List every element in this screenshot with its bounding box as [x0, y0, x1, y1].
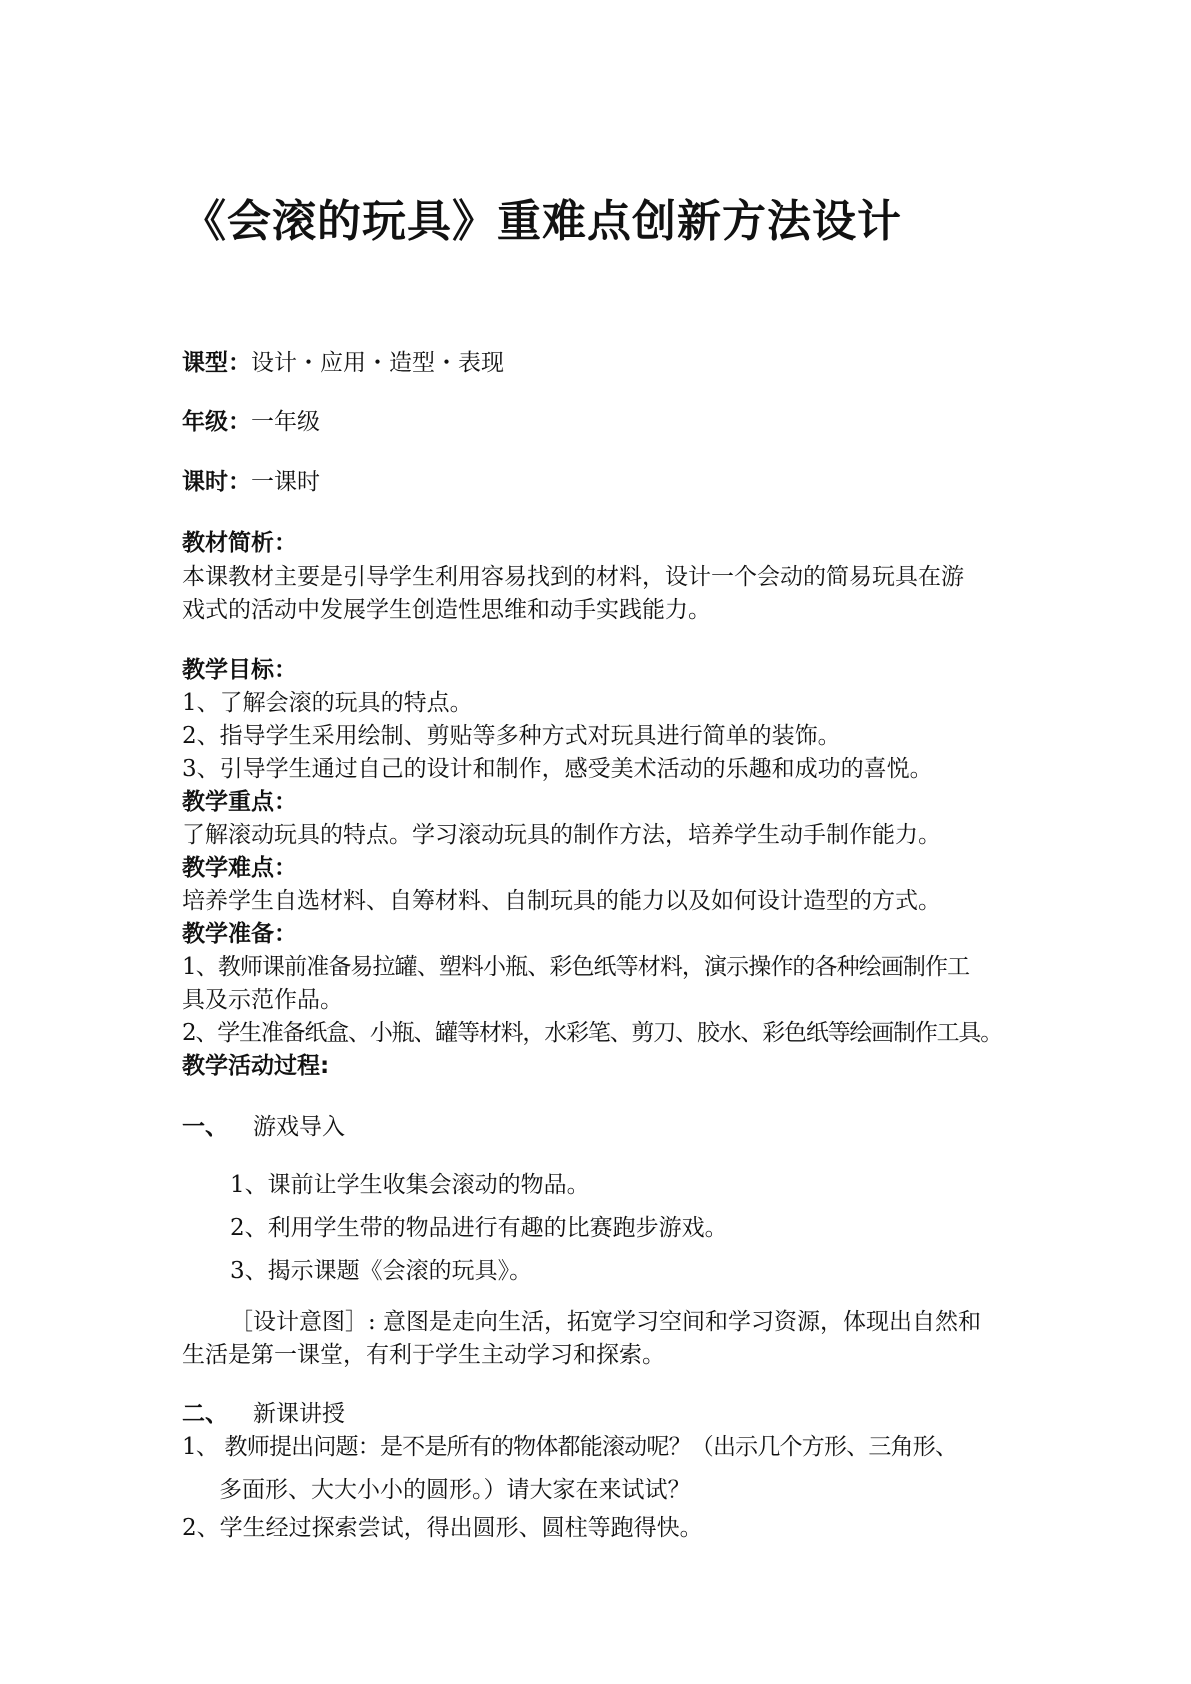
hours-value: 一课时	[251, 469, 320, 495]
analysis-line: 本课教材主要是引导学生利用容易找到的材料，设计一个会动的简易玩具在游	[182, 564, 964, 590]
hours-label: 课时：	[182, 469, 251, 495]
design-intent-text: : 意图是走向生活，拓宽学习空间和学习资源，体现出自然和	[368, 1309, 982, 1335]
design-intent-line	[230, 1309, 981, 1337]
difficult-points-text: 培养学生自选材料、自筹材料、自制玩具的能力以及如何设计造型的方式。	[182, 888, 941, 914]
analysis-label: 教材简析：	[182, 530, 297, 556]
section-2-line: 2、学生经过探索尝试，得出圆形、圆柱等跑得快。	[182, 1515, 703, 1541]
key-points-text: 了解滚动玩具的特点。学习滚动玩具的制作方法，培养学生动手制作能力。	[182, 822, 941, 848]
grade-value: 一年级	[251, 409, 320, 435]
course-type-row	[182, 350, 504, 378]
design-intent-line: 生活是第一课堂，有利于学生主动学习和探索。	[182, 1342, 665, 1368]
analysis-line: 戏式的活动中发展学生创造性思维和动手实践能力。	[182, 597, 711, 623]
section-1-title: 游戏导入	[253, 1114, 345, 1140]
section-2-line: 多面形、大大小小的圆形。）请大家在来试试？	[219, 1477, 691, 1503]
hours-row	[182, 469, 320, 497]
section-1-heading	[182, 1114, 228, 1142]
section-2-title: 新课讲授	[253, 1401, 345, 1427]
grade-row	[182, 409, 320, 437]
section-2-heading	[182, 1401, 228, 1429]
preparation-line: 2、学生准备纸盒、小瓶、罐等材料，水彩笔、剪刀、胶水、彩色纸等绘画制作工具。	[182, 1020, 1003, 1046]
section-1-item: 1、课前让学生收集会滚动的物品。	[230, 1172, 590, 1198]
objective-item: 1、了解会滚的玩具的特点。	[182, 690, 473, 716]
section-1-item: 2、利用学生带的物品进行有趣的比赛跑步游戏。	[230, 1215, 728, 1241]
grade-label: 年级：	[182, 409, 251, 435]
objective-item: 3、引导学生通过自己的设计和制作，感受美术活动的乐趣和成功的喜悦。	[182, 756, 933, 782]
section-1-number: 一、	[182, 1114, 228, 1140]
section-2-line: 1、 教师提出问题：是不是所有的物体都能滚动呢？（出示几个方形、三角形、	[182, 1434, 958, 1460]
course-type-value: 设计・应用・造型・表现	[251, 350, 504, 376]
objective-item: 2、指导学生采用绘制、剪贴等多种方式对玩具进行简单的装饰。	[182, 723, 841, 749]
document-title: 《会滚的玩具》重难点创新方法设计	[182, 196, 902, 247]
key-points-label: 教学重点：	[182, 789, 297, 815]
preparation-line: 具及示范作品。	[182, 987, 343, 1013]
design-intent-label: ［设计意图］	[230, 1309, 368, 1335]
preparation-line: 1、教师课前准备易拉罐、塑料小瓶、彩色纸等材料，演示操作的各种绘画制作工	[182, 954, 970, 980]
process-label: 教学活动过程:	[182, 1053, 330, 1079]
course-type-label: 课型：	[182, 350, 251, 376]
objectives-label: 教学目标：	[182, 657, 297, 683]
section-2-number: 二、	[182, 1401, 228, 1427]
section-1-item: 3、揭示课题《会滚的玩具》。	[230, 1258, 533, 1284]
preparation-label: 教学准备：	[182, 921, 297, 947]
difficult-points-label: 教学难点：	[182, 855, 297, 881]
